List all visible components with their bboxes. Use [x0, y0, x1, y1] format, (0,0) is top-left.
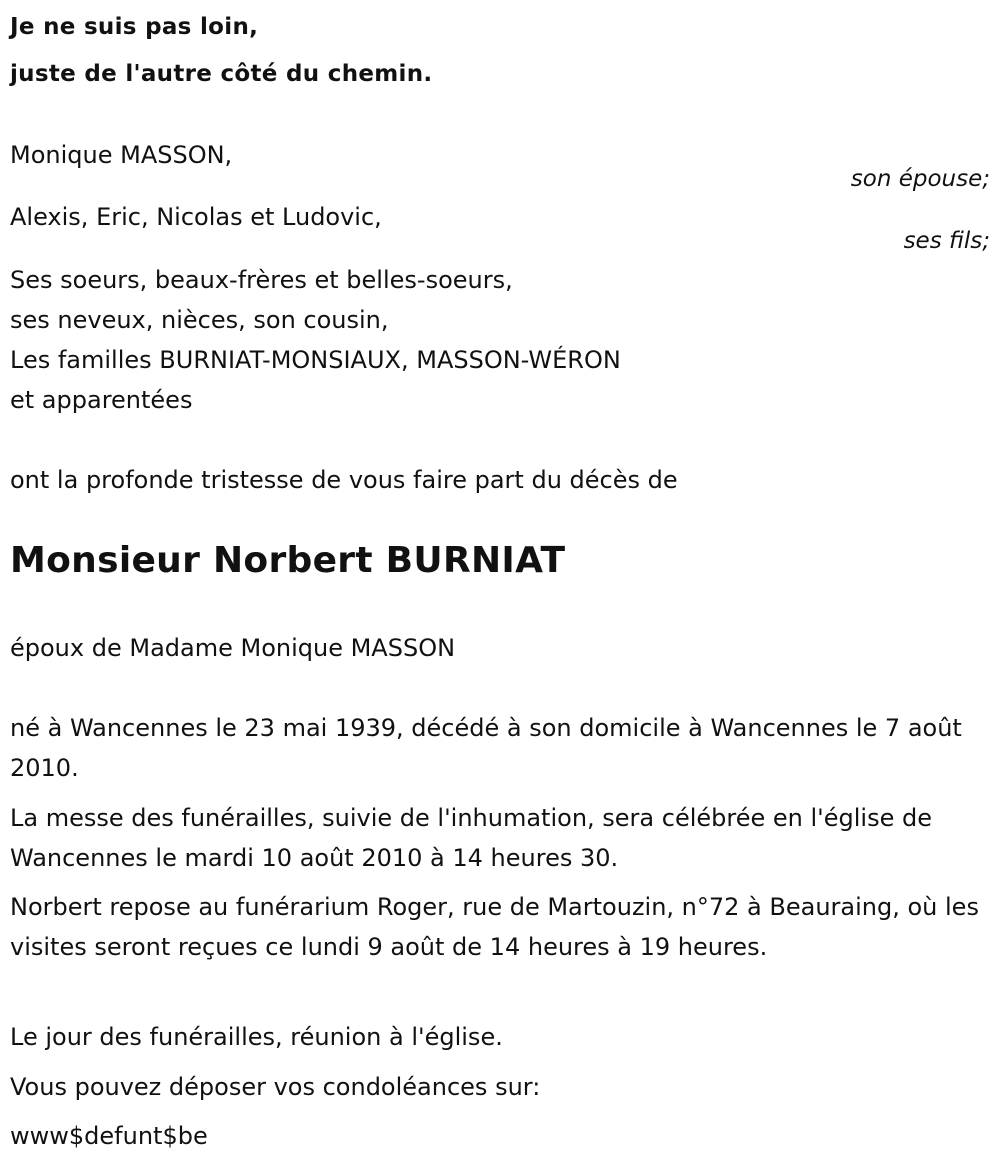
- spouse-of-text: époux de Madame Monique MASSON: [10, 634, 456, 662]
- viewing-paragraph: Norbert repose au funérarium Roger, rue de Martouzin, n°72 à Beauraing, où les visites seront reçues ce lundi 9 août de 14 heures à 19 heures.: [10, 893, 979, 961]
- condolences-website: www$defunt$be: [10, 1122, 208, 1150]
- sons-relation: ses fils;: [903, 228, 990, 254]
- family-line-3: Les familles BURNIAT-MONSIAUX, MASSON-WÉRON: [10, 346, 621, 374]
- condolences-label: Vous pouvez déposer vos condoléances sur:: [10, 1073, 541, 1101]
- family-line-4: et apparentées: [10, 386, 193, 414]
- family-line-2: ses neveux, nièces, son cousin,: [10, 306, 389, 334]
- gathering-paragraph: Le jour des funérailles, réunion à l'église.: [10, 1023, 503, 1051]
- deceased-name: Monsieur Norbert BURNIAT: [10, 540, 566, 581]
- birth-death-paragraph: né à Wancennes le 23 mai 1939, décédé à son domicile à Wancennes le 7 août 2010.: [10, 714, 962, 782]
- spouse-relation: son épouse;: [850, 166, 990, 192]
- announcement-text: ont la profonde tristesse de vous faire part du décès de: [10, 466, 678, 494]
- quote-line-2: juste de l'autre côté du chemin.: [10, 61, 433, 87]
- quote-line-1: Je ne suis pas loin,: [10, 14, 259, 40]
- family-line-1: Ses soeurs, beaux-frères et belles-soeurs,: [10, 266, 513, 294]
- sons-names: Alexis, Eric, Nicolas et Ludovic,: [10, 203, 382, 231]
- funeral-paragraph: La messe des funérailles, suivie de l'inhumation, sera célébrée en l'église de Wancennes le mardi 10 août 2010 à 14 heures 30.: [10, 804, 932, 872]
- spouse-name: Monique MASSON,: [10, 141, 233, 169]
